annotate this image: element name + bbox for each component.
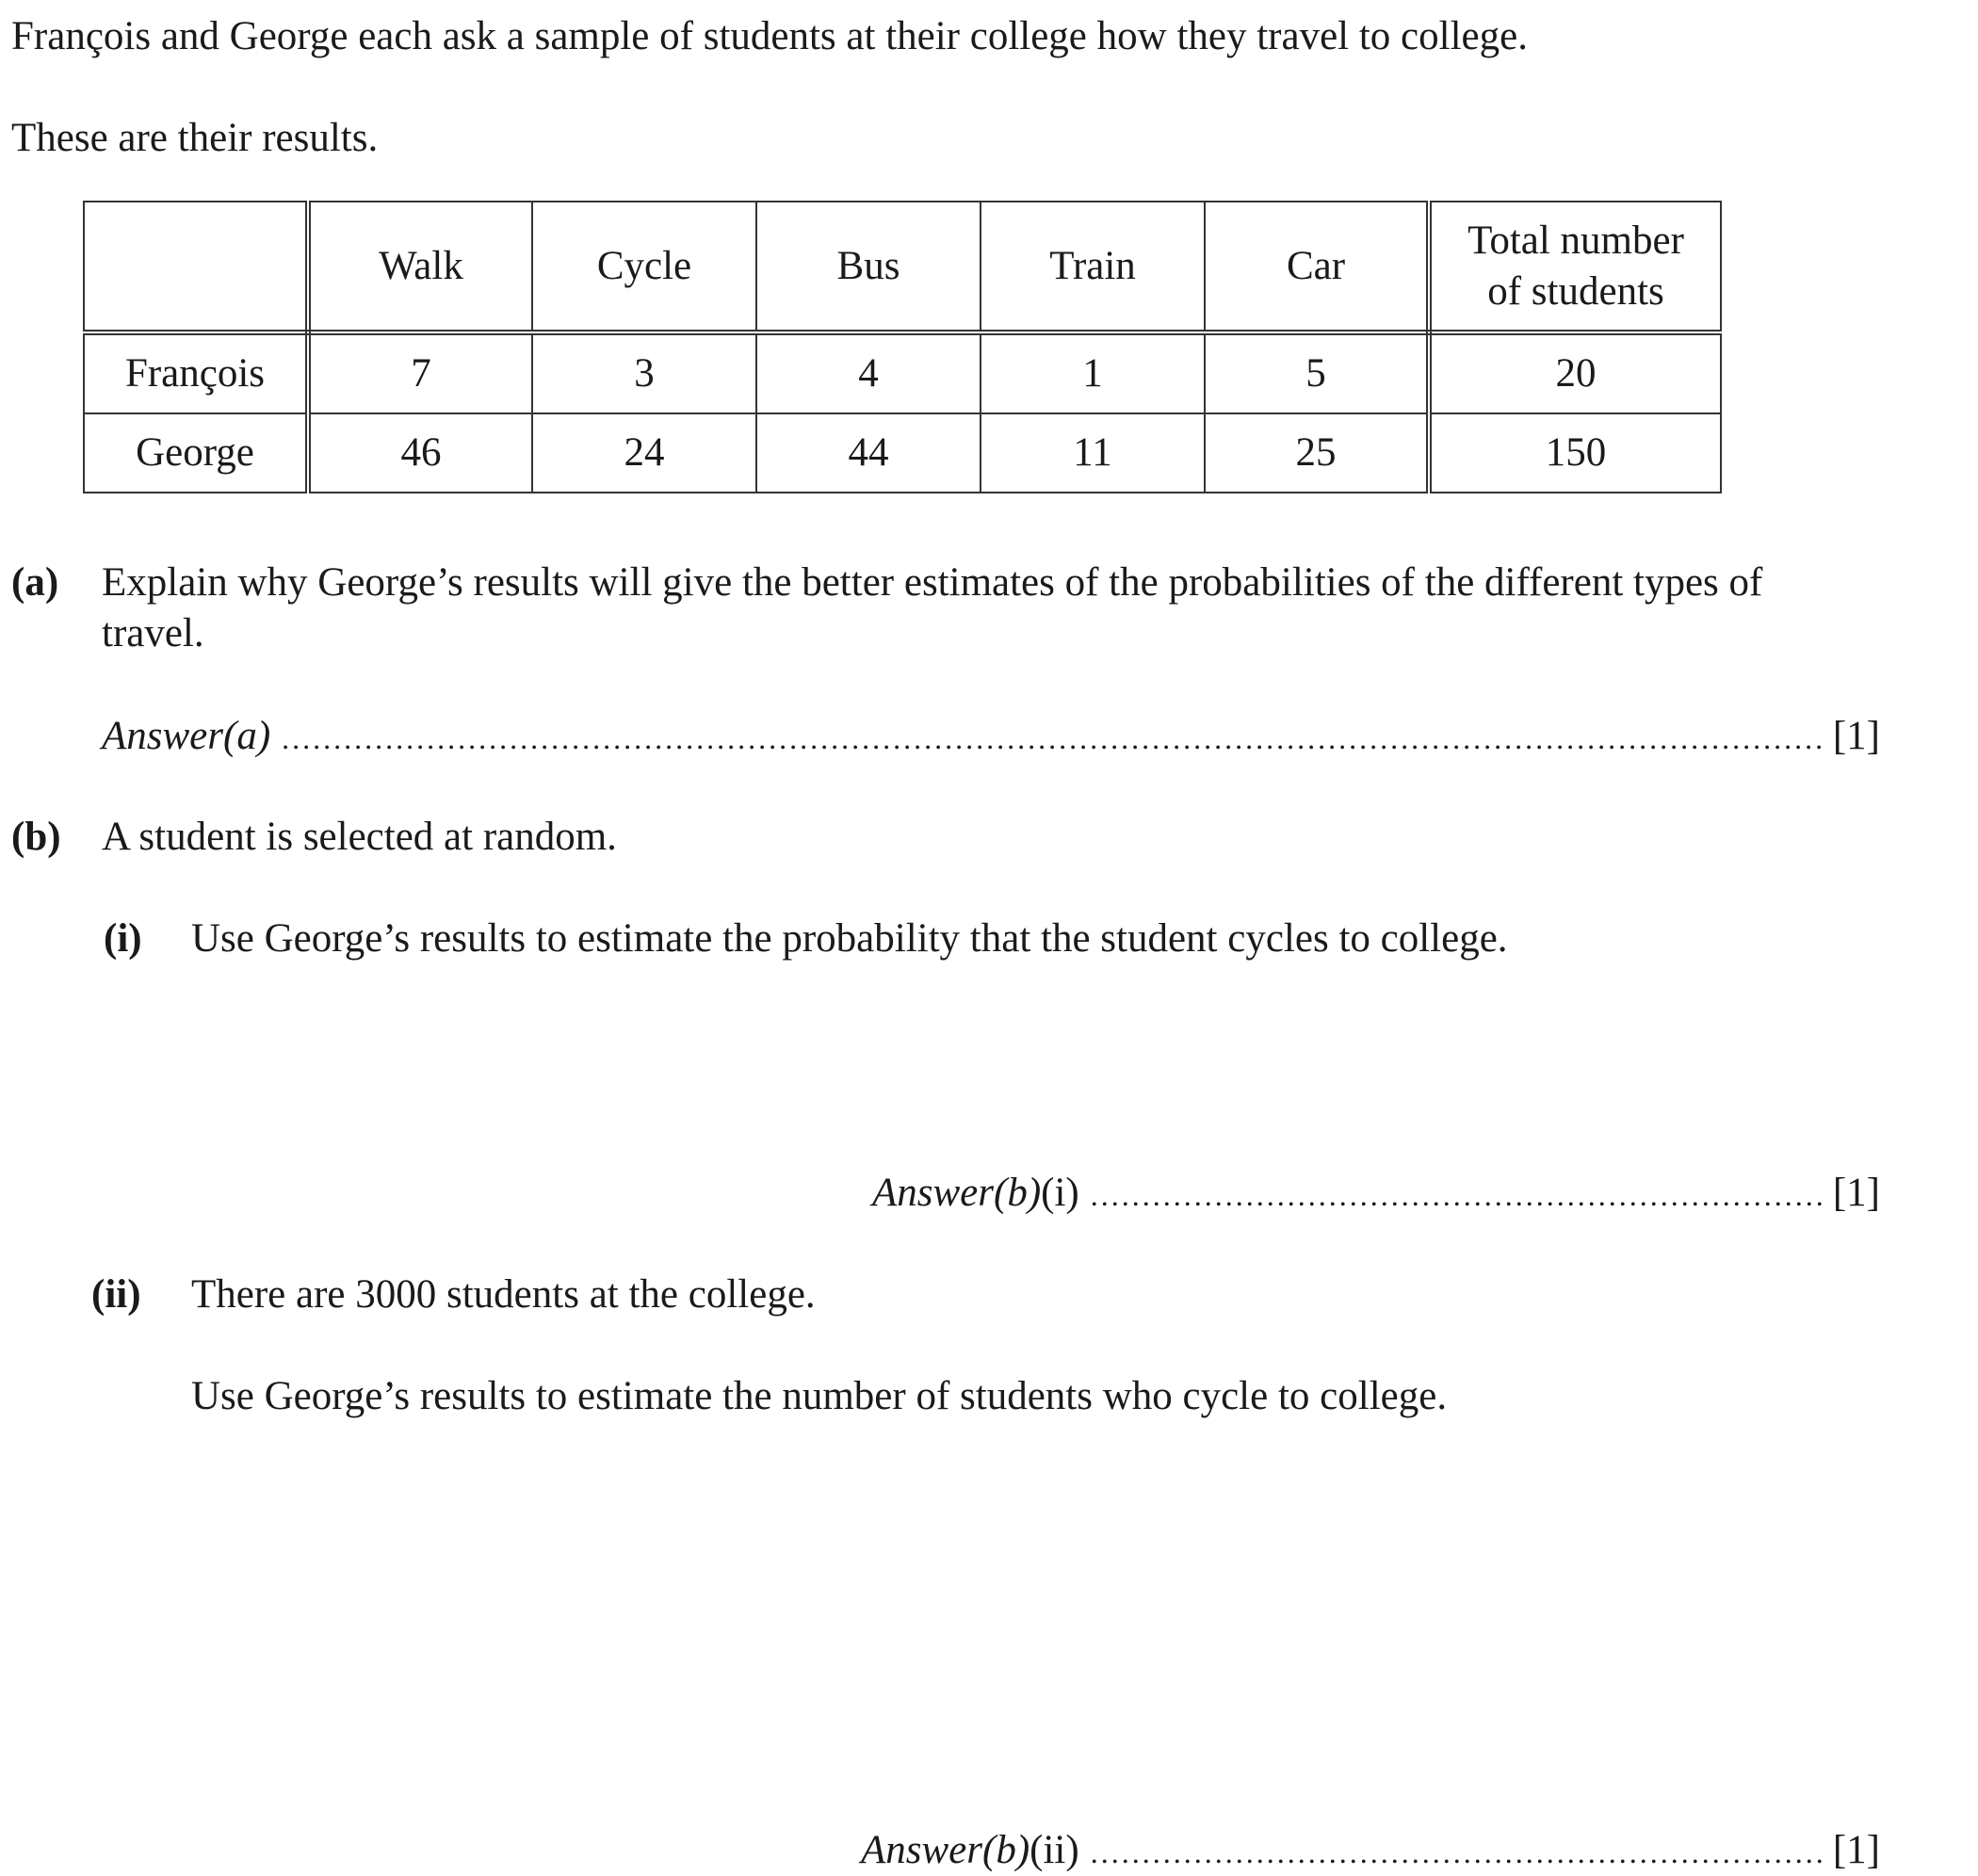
part-a-question-line2: travel. [102,611,204,655]
intro-results-text: These are their results. [11,116,379,160]
answer-b-ii-label [861,1825,1079,1876]
answer-a-marks: [1] [1832,714,1880,758]
part-a-label: (a) [11,560,59,605]
row-name-francois: François [84,332,308,413]
table-cell: 44 [756,413,981,493]
answer-b-i-line [872,1168,1880,1219]
part-b-label: (b) [11,815,61,859]
part-b-i-question: Use George’s results to estimate the probability that the student cycles to college. [191,916,1508,961]
part-b-i-label: (i) [104,916,142,961]
intro-text: François and George each ask a sample of students at their college how they travel to college. [11,14,1528,58]
table-row [84,332,1721,413]
part-b-ii-question: Use George’s results to estimate the number of students who cycle to college. [191,1374,1448,1418]
header-total [1429,202,1721,332]
answer-b-ii-field[interactable] [1091,1834,1822,1871]
table-cell: 3 [532,332,756,413]
table-cell: 4 [756,332,981,413]
part-b-ii-text1: There are 3000 students at the college. [191,1272,816,1317]
answer-a-field[interactable] [282,720,1822,757]
answer-b-i-label [872,1168,1079,1219]
table-cell: 11 [981,413,1205,493]
answer-b-i-label-italic: Answer(b) [872,1171,1042,1215]
header-total-line2: of students [1487,268,1664,314]
answer-b-ii-marks: [1] [1832,1828,1880,1872]
answer-a-line [102,711,1880,762]
part-b-text: A student is selected at random. [102,815,617,859]
table-cell-total: 20 [1429,332,1721,413]
answer-a-label: Answer(a) [102,714,271,758]
table-cell: 7 [308,332,532,413]
table-cell: 46 [308,413,532,493]
answer-b-ii-line [861,1825,1880,1876]
answer-b-i-field[interactable] [1091,1176,1822,1214]
table-cell: 1 [981,332,1205,413]
part-b-ii-label: (ii) [91,1272,141,1317]
table-header-row [84,202,1721,332]
row-name-george: George [84,413,308,493]
table-cell: 5 [1205,332,1429,413]
answer-b-i-label-plain: (i) [1041,1171,1079,1215]
table-cell: 24 [532,413,756,493]
header-walk: Walk [308,202,532,332]
answer-b-ii-label-italic: Answer(b) [861,1828,1030,1872]
corner-cell [84,202,308,332]
answer-b-ii-label-plain: (ii) [1030,1828,1079,1872]
header-cycle: Cycle [532,202,756,332]
header-car: Car [1205,202,1429,332]
table-row [84,413,1721,493]
table-cell: 25 [1205,413,1429,493]
table-cell-total: 150 [1429,413,1721,493]
answer-b-i-marks: [1] [1832,1171,1880,1215]
results-table [83,201,1722,493]
part-a-question-line1: Explain why George’s results will give the better estimates of the probabilities of the different types of [102,560,1763,605]
header-bus: Bus [756,202,981,332]
header-train: Train [981,202,1205,332]
header-total-line1: Total number [1467,218,1684,263]
